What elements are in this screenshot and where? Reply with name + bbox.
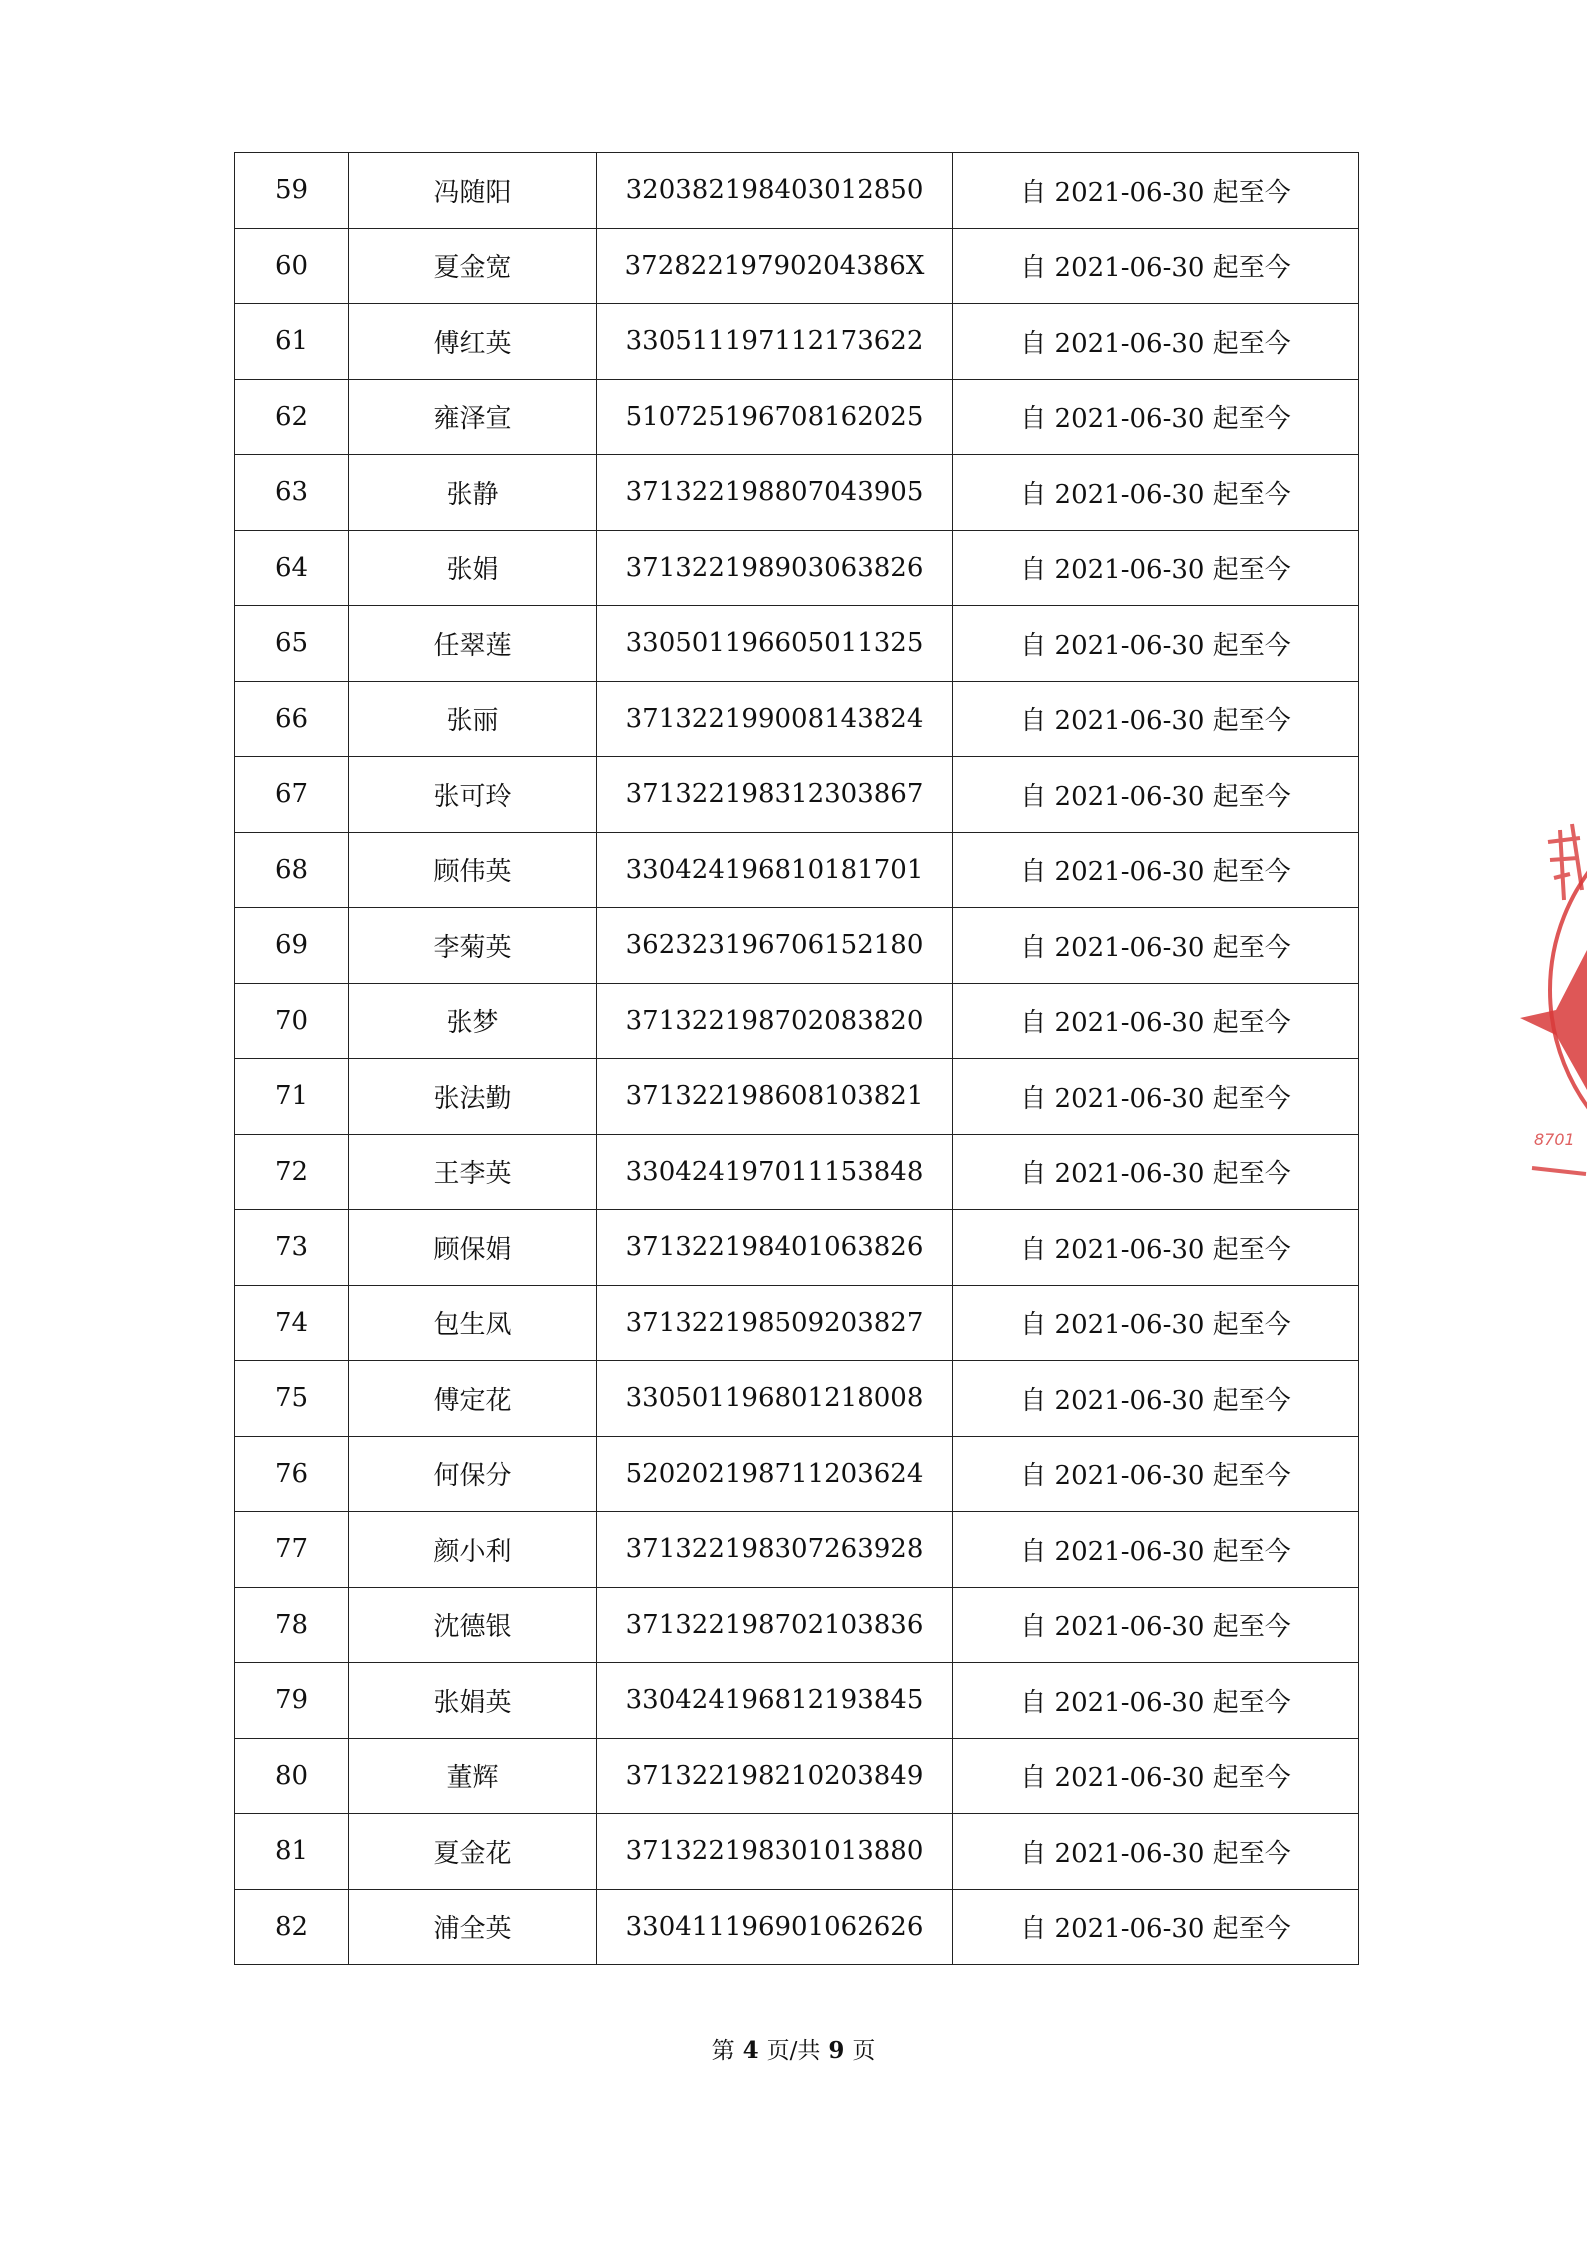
period-cell: 自 2021-06-30 起至今	[953, 1134, 1359, 1210]
id-number-cell: 510725196708162025	[597, 379, 953, 455]
name-cell: 颜小利	[349, 1512, 597, 1588]
period-cell: 自 2021-06-30 起至今	[953, 1436, 1359, 1512]
row-number-cell: 82	[235, 1889, 349, 1965]
name-cell: 王李英	[349, 1134, 597, 1210]
id-number-cell: 371322198307263928	[597, 1512, 953, 1588]
id-number-cell: 371322198401063826	[597, 1210, 953, 1286]
table-row	[235, 228, 1359, 304]
table-row	[235, 1663, 1359, 1739]
row-number-cell: 75	[235, 1361, 349, 1437]
name-cell: 张娟	[349, 530, 597, 606]
id-number-cell: 330501196605011325	[597, 606, 953, 682]
name-cell: 董辉	[349, 1738, 597, 1814]
table-row	[235, 1436, 1359, 1512]
table-row	[235, 681, 1359, 757]
table-row	[235, 1059, 1359, 1135]
footer-suffix: 页	[852, 2038, 876, 2064]
id-number-cell: 330424197011153848	[597, 1134, 953, 1210]
roster-table	[234, 152, 1359, 1965]
footer-page-number: 4	[742, 2037, 759, 2064]
name-cell: 张法勤	[349, 1059, 597, 1135]
period-cell: 自 2021-06-30 起至今	[953, 530, 1359, 606]
name-cell: 张丽	[349, 681, 597, 757]
name-cell: 张静	[349, 455, 597, 531]
row-number-cell: 77	[235, 1512, 349, 1588]
period-cell: 自 2021-06-30 起至今	[953, 983, 1359, 1059]
row-number-cell: 69	[235, 908, 349, 984]
period-cell: 自 2021-06-30 起至今	[953, 1738, 1359, 1814]
row-number-cell: 62	[235, 379, 349, 455]
table-row	[235, 379, 1359, 455]
table-row	[235, 908, 1359, 984]
id-number-cell: 371322198903063826	[597, 530, 953, 606]
period-cell: 自 2021-06-30 起至今	[953, 832, 1359, 908]
name-cell: 李菊英	[349, 908, 597, 984]
seal-stamp-graphic	[1520, 790, 1587, 1190]
row-number-cell: 66	[235, 681, 349, 757]
id-number-cell: 371322198301013880	[597, 1814, 953, 1890]
id-number-cell: 362323196706152180	[597, 908, 953, 984]
id-number-cell: 330511197112173622	[597, 304, 953, 380]
name-cell: 张梦	[349, 983, 597, 1059]
name-cell: 任翠莲	[349, 606, 597, 682]
row-number-cell: 65	[235, 606, 349, 682]
table-row	[235, 1889, 1359, 1965]
table-row	[235, 606, 1359, 682]
period-cell: 自 2021-06-30 起至今	[953, 1587, 1359, 1663]
name-cell: 夏金花	[349, 1814, 597, 1890]
id-number-cell: 371322198509203827	[597, 1285, 953, 1361]
name-cell: 沈德银	[349, 1587, 597, 1663]
table-row	[235, 1134, 1359, 1210]
row-number-cell: 81	[235, 1814, 349, 1890]
name-cell: 浦全英	[349, 1889, 597, 1965]
period-cell: 自 2021-06-30 起至今	[953, 153, 1359, 229]
table-row	[235, 1587, 1359, 1663]
table-row	[235, 304, 1359, 380]
row-number-cell: 78	[235, 1587, 349, 1663]
footer-prefix: 第	[711, 2038, 735, 2064]
name-cell: 冯随阳	[349, 153, 597, 229]
table-row	[235, 1814, 1359, 1890]
table-row	[235, 1361, 1359, 1437]
id-number-cell: 320382198403012850	[597, 153, 953, 229]
period-cell: 自 2021-06-30 起至今	[953, 1361, 1359, 1437]
id-number-cell: 330411196901062626	[597, 1889, 953, 1965]
id-number-cell: 371322198702083820	[597, 983, 953, 1059]
id-number-cell: 330424196810181701	[597, 832, 953, 908]
period-cell: 自 2021-06-30 起至今	[953, 1285, 1359, 1361]
row-number-cell: 72	[235, 1134, 349, 1210]
id-number-cell: 37282219790204386X	[597, 228, 953, 304]
id-number-cell: 371322198702103836	[597, 1587, 953, 1663]
period-cell: 自 2021-06-30 起至今	[953, 1512, 1359, 1588]
row-number-cell: 74	[235, 1285, 349, 1361]
row-number-cell: 76	[235, 1436, 349, 1512]
period-cell: 自 2021-06-30 起至今	[953, 606, 1359, 682]
row-number-cell: 73	[235, 1210, 349, 1286]
table-row	[235, 455, 1359, 531]
row-number-cell: 70	[235, 983, 349, 1059]
period-cell: 自 2021-06-30 起至今	[953, 757, 1359, 833]
row-number-cell: 79	[235, 1663, 349, 1739]
table-row	[235, 530, 1359, 606]
period-cell: 自 2021-06-30 起至今	[953, 1059, 1359, 1135]
id-number-cell: 371322198312303867	[597, 757, 953, 833]
roster-table-body	[235, 153, 1359, 1965]
footer-total-pages: 9	[828, 2037, 845, 2064]
partial-seal-stamp	[1520, 790, 1587, 1190]
id-number-cell: 371322198608103821	[597, 1059, 953, 1135]
seal-number-text: 8701	[1534, 1130, 1575, 1149]
name-cell: 傅红英	[349, 304, 597, 380]
id-number-cell: 330424196812193845	[597, 1663, 953, 1739]
name-cell: 张可玲	[349, 757, 597, 833]
name-cell: 何保分	[349, 1436, 597, 1512]
name-cell: 傅定花	[349, 1361, 597, 1437]
id-number-cell: 520202198711203624	[597, 1436, 953, 1512]
row-number-cell: 64	[235, 530, 349, 606]
footer-middle: 页/共	[766, 2038, 821, 2064]
name-cell: 夏金宽	[349, 228, 597, 304]
table-row	[235, 1285, 1359, 1361]
table-row	[235, 983, 1359, 1059]
name-cell: 雍泽宣	[349, 379, 597, 455]
id-number-cell: 371322198210203849	[597, 1738, 953, 1814]
page-footer	[0, 2032, 1587, 2065]
name-cell: 顾保娟	[349, 1210, 597, 1286]
id-number-cell: 371322198807043905	[597, 455, 953, 531]
table-row	[235, 1512, 1359, 1588]
row-number-cell: 68	[235, 832, 349, 908]
row-number-cell: 63	[235, 455, 349, 531]
row-number-cell: 59	[235, 153, 349, 229]
period-cell: 自 2021-06-30 起至今	[953, 908, 1359, 984]
period-cell: 自 2021-06-30 起至今	[953, 1889, 1359, 1965]
row-number-cell: 61	[235, 304, 349, 380]
id-number-cell: 371322199008143824	[597, 681, 953, 757]
table-row	[235, 1210, 1359, 1286]
row-number-cell: 80	[235, 1738, 349, 1814]
period-cell: 自 2021-06-30 起至今	[953, 379, 1359, 455]
period-cell: 自 2021-06-30 起至今	[953, 681, 1359, 757]
name-cell: 顾伟英	[349, 832, 597, 908]
table-row	[235, 153, 1359, 229]
period-cell: 自 2021-06-30 起至今	[953, 1210, 1359, 1286]
row-number-cell: 60	[235, 228, 349, 304]
row-number-cell: 67	[235, 757, 349, 833]
table-row	[235, 757, 1359, 833]
period-cell: 自 2021-06-30 起至今	[953, 228, 1359, 304]
id-number-cell: 330501196801218008	[597, 1361, 953, 1437]
period-cell: 自 2021-06-30 起至今	[953, 1663, 1359, 1739]
period-cell: 自 2021-06-30 起至今	[953, 1814, 1359, 1890]
row-number-cell: 71	[235, 1059, 349, 1135]
table-row	[235, 832, 1359, 908]
period-cell: 自 2021-06-30 起至今	[953, 304, 1359, 380]
period-cell: 自 2021-06-30 起至今	[953, 455, 1359, 531]
name-cell: 张娟英	[349, 1663, 597, 1739]
table-row	[235, 1738, 1359, 1814]
name-cell: 包生凤	[349, 1285, 597, 1361]
